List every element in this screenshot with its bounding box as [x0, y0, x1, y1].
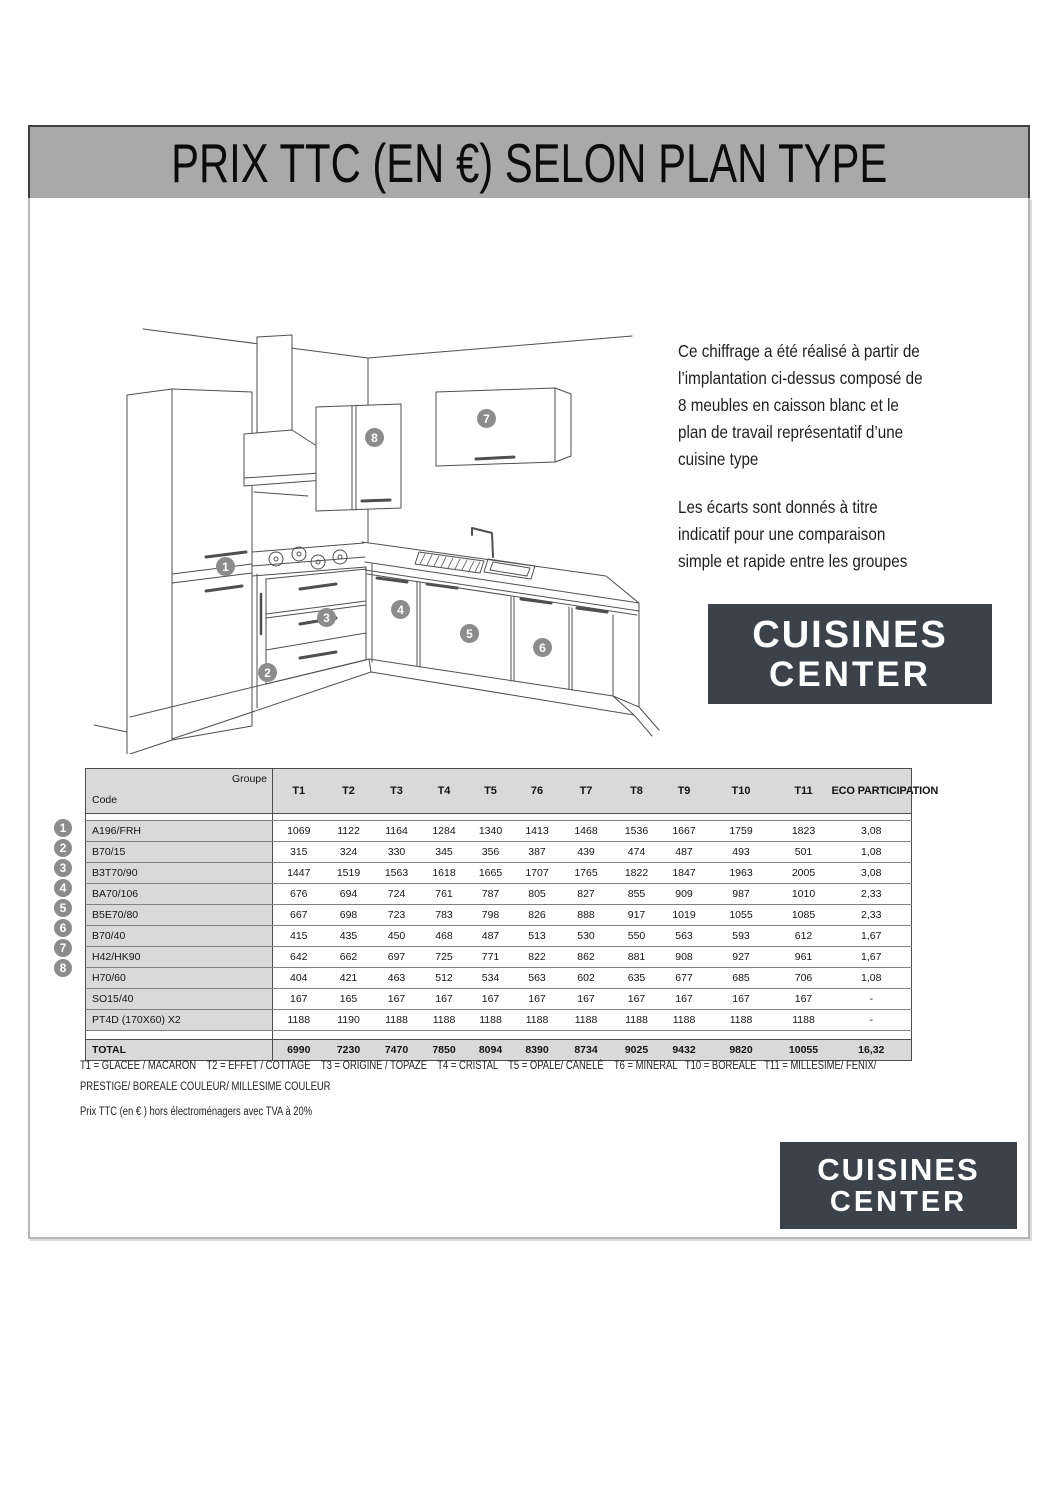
row-value: 513 — [514, 926, 561, 947]
price-table — [85, 768, 939, 1061]
row-value: 1188 — [468, 1010, 514, 1031]
row-value: 167 — [662, 989, 707, 1010]
row-value: 415 — [273, 926, 325, 947]
row-value: 330 — [373, 842, 421, 863]
row-code: H70/60 — [86, 968, 273, 989]
row-value: 487 — [662, 842, 707, 863]
total-value: 8094 — [468, 1040, 514, 1061]
row-value: 1188 — [612, 1010, 662, 1031]
row-value: 1468 — [561, 821, 612, 842]
row-value: 694 — [325, 884, 373, 905]
row-value: 677 — [662, 968, 707, 989]
col-header: T5 — [468, 769, 514, 814]
row-value: 1563 — [373, 863, 421, 884]
row-value: 530 — [561, 926, 612, 947]
row-value: 635 — [612, 968, 662, 989]
row-value: 917 — [612, 905, 662, 926]
row-value: 1,67 — [832, 926, 912, 947]
total-row — [86, 1040, 912, 1061]
row-value: 1188 — [514, 1010, 561, 1031]
description-line: simple et rapide entre les groupes — [678, 551, 908, 571]
total-value: 16,32 — [832, 1040, 912, 1061]
row-value: 1188 — [662, 1010, 707, 1031]
row-value: 862 — [561, 947, 612, 968]
row-marker-3: 3 — [54, 859, 72, 877]
row-value: 1,08 — [832, 968, 912, 989]
row-marker-1: 1 — [54, 819, 72, 837]
row-value: 761 — [421, 884, 468, 905]
row-value: 909 — [662, 884, 707, 905]
price-table-container — [85, 768, 939, 1061]
row-marker-8: 8 — [54, 959, 72, 977]
col-header: T10 — [707, 769, 776, 814]
col-header: T8 — [612, 769, 662, 814]
total-value: 9025 — [612, 1040, 662, 1061]
row-value: 1618 — [421, 863, 468, 884]
row-value: 324 — [325, 842, 373, 863]
table-row — [86, 968, 912, 989]
corner-cell — [86, 769, 273, 814]
row-value: 1188 — [373, 1010, 421, 1031]
total-label: TOTAL — [86, 1040, 273, 1061]
row-value: 167 — [561, 989, 612, 1010]
diagram-marker-1: 1 — [216, 557, 235, 576]
row-value: 167 — [707, 989, 776, 1010]
row-value: 961 — [776, 947, 832, 968]
row-value: 1122 — [325, 821, 373, 842]
row-value: 167 — [373, 989, 421, 1010]
row-code: PT4D (170X60) X2 — [86, 1010, 273, 1031]
row-value: 1188 — [421, 1010, 468, 1031]
row-value: 563 — [662, 926, 707, 947]
diagram-marker-2: 2 — [258, 663, 277, 682]
corner-groupe-label: Groupe — [231, 773, 267, 785]
row-value: 3,08 — [832, 863, 912, 884]
cooktop-burners — [269, 547, 347, 569]
row-value: 474 — [612, 842, 662, 863]
row-value: - — [832, 1010, 912, 1031]
row-code: SO15/40 — [86, 989, 273, 1010]
row-marker-5: 5 — [54, 899, 72, 917]
row-value: 534 — [468, 968, 514, 989]
row-code: B70/15 — [86, 842, 273, 863]
row-value: 1413 — [514, 821, 561, 842]
row-value: 698 — [325, 905, 373, 926]
row-value: 1963 — [707, 863, 776, 884]
total-value: 7850 — [421, 1040, 468, 1061]
row-value: 2,33 — [832, 884, 912, 905]
row-value: 1188 — [776, 1010, 832, 1031]
total-value: 7230 — [325, 1040, 373, 1061]
row-code: B70/40 — [86, 926, 273, 947]
kitchen-svg — [93, 312, 660, 754]
description-line: l’implantation ci-dessus composé de — [678, 368, 923, 388]
col-header: T1 — [273, 769, 325, 814]
row-value: 1164 — [373, 821, 421, 842]
row-value: 855 — [612, 884, 662, 905]
row-code: BA70/106 — [86, 884, 273, 905]
wall-cabinet-7 — [436, 388, 555, 466]
table-row — [86, 905, 912, 926]
faucet — [472, 528, 493, 557]
row-value: 550 — [612, 926, 662, 947]
row-value: 165 — [325, 989, 373, 1010]
row-value: 1010 — [776, 884, 832, 905]
diagram-marker-5: 5 — [460, 624, 479, 643]
row-value: 1447 — [273, 863, 325, 884]
row-value: 1759 — [707, 821, 776, 842]
row-value: 1667 — [662, 821, 707, 842]
table-row — [86, 842, 912, 863]
description-paragraph-1 — [678, 338, 939, 473]
row-value: 356 — [468, 842, 514, 863]
page-title: PRIX TTC (EN €) SELON PLAN TYPE — [170, 131, 888, 194]
row-code: B5E70/80 — [86, 905, 273, 926]
row-value: 387 — [514, 842, 561, 863]
row-value: 450 — [373, 926, 421, 947]
row-value: 1069 — [273, 821, 325, 842]
row-value: 404 — [273, 968, 325, 989]
logo-text-cuisines: CUISINES — [752, 614, 948, 656]
legend-line-2: PRESTIGE/ BOREALE COULEUR/ MILLESIME COULEUR — [80, 1081, 331, 1093]
logo-text-center: CENTER — [829, 1186, 968, 1218]
row-value: 1284 — [421, 821, 468, 842]
total-value: 9432 — [662, 1040, 707, 1061]
total-value: 9820 — [707, 1040, 776, 1061]
row-marker-4: 4 — [54, 879, 72, 897]
row-value: 512 — [421, 968, 468, 989]
row-value: 927 — [707, 947, 776, 968]
row-value: 612 — [776, 926, 832, 947]
row-value: 563 — [514, 968, 561, 989]
row-code: H42/HK90 — [86, 947, 273, 968]
row-value: 1823 — [776, 821, 832, 842]
col-header: T4 — [421, 769, 468, 814]
row-value: 493 — [707, 842, 776, 863]
row-value: 167 — [421, 989, 468, 1010]
row-value: 501 — [776, 842, 832, 863]
row-value: 723 — [373, 905, 421, 926]
row-value: 2,33 — [832, 905, 912, 926]
row-value: 771 — [468, 947, 514, 968]
row-value: 706 — [776, 968, 832, 989]
kitchen-line-drawing — [93, 312, 660, 754]
fridge-side — [127, 389, 172, 754]
row-value: 167 — [612, 989, 662, 1010]
row-value: 881 — [612, 947, 662, 968]
row-value: 2005 — [776, 863, 832, 884]
row-value: 468 — [421, 926, 468, 947]
table-row — [86, 926, 912, 947]
description-line: Les écarts sont donnés à titre — [678, 497, 878, 517]
row-value: 167 — [776, 989, 832, 1010]
row-value: 987 — [707, 884, 776, 905]
diagram-marker-6: 6 — [533, 638, 552, 657]
row-value: 421 — [325, 968, 373, 989]
row-value: 315 — [273, 842, 325, 863]
cuisines-center-logo — [708, 604, 992, 704]
table-row — [86, 947, 912, 968]
row-code: A196/FRH — [86, 821, 273, 842]
logo-text-center: CENTER — [769, 655, 931, 694]
row-value: 167 — [273, 989, 325, 1010]
table-footer-section — [86, 1031, 912, 1061]
row-value: 1340 — [468, 821, 514, 842]
wall-cabinet-8 — [316, 404, 401, 511]
diagram-marker-3: 3 — [317, 608, 336, 627]
row-value: 676 — [273, 884, 325, 905]
table-row — [86, 1010, 912, 1031]
description-line: 8 meubles en caisson blanc et le — [678, 395, 899, 415]
row-value: 888 — [561, 905, 612, 926]
description-line: plan de travail représentatif d’une — [678, 422, 904, 442]
row-value: 662 — [325, 947, 373, 968]
row-value: 1055 — [707, 905, 776, 926]
diagram-marker-8: 8 — [365, 428, 384, 447]
table-body — [86, 821, 912, 1031]
row-code: B3T70/90 — [86, 863, 273, 884]
row-value: 463 — [373, 968, 421, 989]
row-value: 724 — [373, 884, 421, 905]
row-value: 1707 — [514, 863, 561, 884]
spacer-row — [86, 1031, 912, 1040]
description-line: cuisine type — [678, 449, 759, 469]
row-value: 345 — [421, 842, 468, 863]
total-value: 8734 — [561, 1040, 612, 1061]
row-value: 1085 — [776, 905, 832, 926]
row-value: 822 — [514, 947, 561, 968]
row-value: 167 — [468, 989, 514, 1010]
row-value: 725 — [421, 947, 468, 968]
col-header: T9 — [662, 769, 707, 814]
table-header-row — [86, 769, 912, 814]
row-value: 167 — [514, 989, 561, 1010]
table-row — [86, 821, 912, 842]
row-value: 1822 — [612, 863, 662, 884]
table-header-section — [86, 769, 939, 821]
description — [678, 338, 939, 575]
col-header: T2 — [325, 769, 373, 814]
row-value: 3,08 — [832, 821, 912, 842]
row-value: 667 — [273, 905, 325, 926]
description-line: indicatif pour une comparaison — [678, 524, 886, 544]
description-line: Ce chiffrage a été réalisé à partir de — [678, 341, 920, 361]
row-value: 908 — [662, 947, 707, 968]
legend-line-1: T1 = GLACEE / MACARON T2 = EFFET / COTTAGE T3 = ORIGINE / TOPAZE T4 = CRISTAL T5 = OPALE/ CANELÉ T6 = MINERAL T10 = BOREALE T11 = MILLESIME/ FENIX/ — [80, 1060, 877, 1072]
total-value: 8390 — [514, 1040, 561, 1061]
row-value: 1847 — [662, 863, 707, 884]
diagram-marker-7: 7 — [477, 409, 496, 428]
row-value: 787 — [468, 884, 514, 905]
row-value: 1188 — [707, 1010, 776, 1031]
row-value: 798 — [468, 905, 514, 926]
row-value: 685 — [707, 968, 776, 989]
row-value: 1,67 — [832, 947, 912, 968]
title-bar — [28, 125, 1030, 200]
cuisines-center-logo-bottom — [780, 1142, 1017, 1229]
row-marker-6: 6 — [54, 919, 72, 937]
description-paragraph-2 — [678, 494, 939, 575]
row-value: 1665 — [468, 863, 514, 884]
row-value: 1536 — [612, 821, 662, 842]
row-value: 1019 — [662, 905, 707, 926]
row-value: 1188 — [273, 1010, 325, 1031]
spacer-row — [86, 814, 912, 821]
row-marker-2: 2 — [54, 839, 72, 857]
table-row — [86, 884, 912, 905]
row-value: 1765 — [561, 863, 612, 884]
row-value: 642 — [273, 947, 325, 968]
row-marker-7: 7 — [54, 939, 72, 957]
total-value: 6990 — [273, 1040, 325, 1061]
row-value: 487 — [468, 926, 514, 947]
table-row — [86, 989, 912, 1010]
row-value: 1519 — [325, 863, 373, 884]
row-value: 783 — [421, 905, 468, 926]
total-value: 7470 — [373, 1040, 421, 1061]
fridge-front — [172, 389, 252, 740]
price-note: Prix TTC (en € ) hors électroménagers avec TVA à 20% — [80, 1106, 313, 1118]
total-value: 10055 — [776, 1040, 832, 1061]
row-value: 435 — [325, 926, 373, 947]
logo-text-cuisines: CUISINES — [817, 1152, 980, 1187]
row-value: 805 — [514, 884, 561, 905]
col-header: T11 — [776, 769, 832, 814]
row-value: 1,08 — [832, 842, 912, 863]
row-value: - — [832, 989, 912, 1010]
ceiling-lines — [143, 329, 632, 358]
row-value: 602 — [561, 968, 612, 989]
col-header: T7 — [561, 769, 612, 814]
row-value: 826 — [514, 905, 561, 926]
diagram-marker-4: 4 — [391, 600, 410, 619]
table-row — [86, 863, 912, 884]
corner-code-label: Code — [92, 794, 118, 806]
row-value: 439 — [561, 842, 612, 863]
row-value: 697 — [373, 947, 421, 968]
row-value: 827 — [561, 884, 612, 905]
col-header: 76 — [514, 769, 561, 814]
row-value: 593 — [707, 926, 776, 947]
row-value: 1190 — [325, 1010, 373, 1031]
col-header: T3 — [373, 769, 421, 814]
col-header-eco: ECO PARTICIPATION — [832, 769, 912, 814]
hood-chimney — [257, 335, 292, 434]
row-value: 1188 — [561, 1010, 612, 1031]
